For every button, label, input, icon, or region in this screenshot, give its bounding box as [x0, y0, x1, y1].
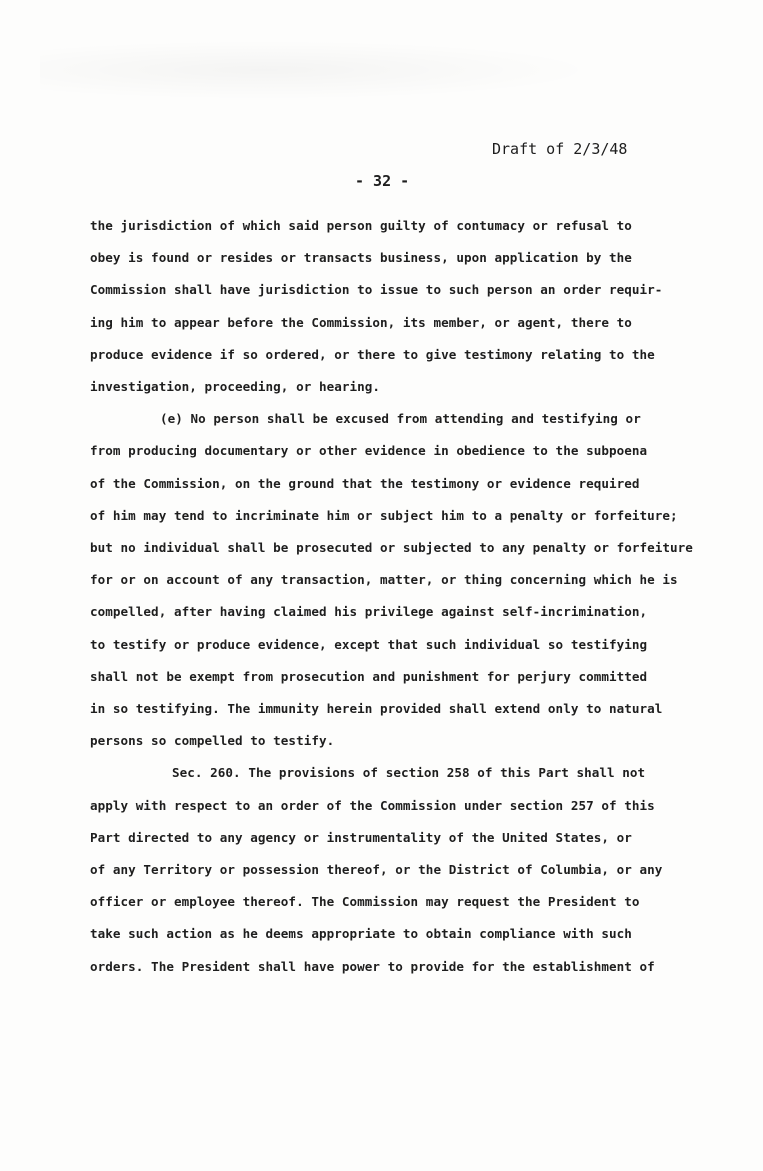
text-line: orders. The President shall have power to provide for the establishment of — [90, 959, 655, 974]
text-line: from producing documentary or other evidence in obedience to the subpoena — [90, 443, 648, 458]
text-line: compelled, after having claimed his privilege against self-incrimination, — [90, 604, 648, 619]
text-line: to testify or produce evidence, except that such individual so testifying — [90, 637, 648, 652]
text-line: of any Territory or possession thereof, or the District of Columbia, or any — [90, 862, 663, 877]
text-line: shall not be exempt from prosecution and punishment for perjury committed — [90, 669, 648, 684]
text-line: produce evidence if so ordered, or there to give testimony relating to the — [90, 347, 655, 362]
text-line: Commission shall have jurisdiction to issue to such person an order requir- — [90, 282, 663, 297]
section-260-first-line: Sec. 260. The provisions of section 258 of this Part shall not — [172, 765, 646, 780]
text-line: obey is found or resides or transacts business, upon application by the — [90, 250, 632, 265]
text-line: ing him to appear before the Commission, its member, or agent, there to — [90, 315, 632, 330]
text-line: of the Commission, on the ground that the testimony or evidence required — [90, 476, 640, 491]
scan-smudge — [40, 40, 600, 100]
paragraph-e-first-line: (e) No person shall be excused from attending and testifying or — [160, 411, 641, 426]
page-number: - 32 - — [355, 172, 410, 190]
text-line: investigation, proceeding, or hearing. — [90, 379, 381, 394]
text-line: Part directed to any agency or instrumentality of the United States, or — [90, 830, 632, 845]
text-line: for or on account of any transaction, matter, or thing concerning which he is — [90, 572, 678, 587]
text-line: but no individual shall be prosecuted or subjected to any penalty or forfeiture — [90, 540, 693, 555]
text-line: of him may tend to incriminate him or subject him to a penalty or forfeiture; — [90, 508, 678, 523]
text-line: persons so compelled to testify. — [90, 733, 335, 748]
text-line: the jurisdiction of which said person guilty of contumacy or refusal to — [90, 218, 632, 233]
text-line: officer or employee thereof. The Commission may request the President to — [90, 894, 640, 909]
text-line: take such action as he deems appropriate to obtain compliance with such — [90, 926, 632, 941]
text-line: in so testifying. The immunity herein provided shall extend only to natural — [90, 701, 663, 716]
text-line: apply with respect to an order of the Commission under section 257 of this — [90, 798, 655, 813]
draft-date-label: Draft of 2/3/48 — [492, 140, 628, 158]
